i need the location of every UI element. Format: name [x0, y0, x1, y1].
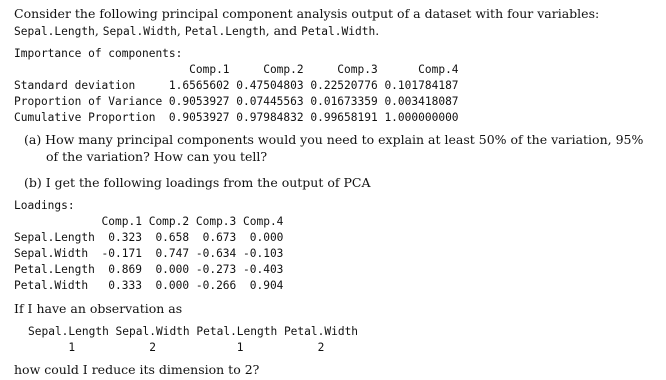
intro-separator: ,	[94, 23, 103, 38]
observation-header-row: Sepal.Length Sepal.Width Petal.Length Petal.Width	[28, 325, 359, 338]
closing-question: how could I reduce its dimension to 2?	[14, 362, 260, 377]
loadings-row-petal-width: Petal.Width 0.333 0.000 -0.266 0.904	[14, 279, 284, 292]
intro-text: Consider the following principal component analysis output of a dataset with four variables:	[14, 6, 600, 21]
observation-intro: If I have an observation as	[14, 301, 183, 316]
importance-row-sd: Standard deviation 1.6565602 0.47504803 0.22520776 0.101784187	[14, 79, 459, 92]
problem-intro	[14, 5, 654, 40]
importance-heading: Importance of components:	[14, 47, 183, 60]
intro-end: .	[375, 23, 380, 38]
loadings-row-sepal-length: Sepal.Length 0.323 0.658 0.673 0.000	[14, 231, 284, 244]
intro-separator: ,	[176, 23, 185, 38]
loadings-heading: Loadings:	[14, 199, 75, 212]
observation-values-row: 1 2 1 2	[28, 341, 325, 354]
intro-separator: , and	[265, 23, 302, 38]
variable-name: Petal.Width	[301, 25, 376, 38]
question-b: (b) I get the following loadings from the output of PCA	[24, 175, 371, 190]
variable-name: Sepal.Length	[14, 25, 95, 38]
loadings-header-row: Comp.1 Comp.2 Comp.3 Comp.4	[14, 215, 284, 228]
importance-row-cumulative: Cumulative Proportion 0.9053927 0.97984832 0.99658191 1.000000000	[14, 111, 459, 124]
variable-name: Sepal.Width	[102, 25, 177, 38]
variable-name: Petal.Length	[184, 25, 266, 38]
loadings-row-petal-length: Petal.Length 0.869 0.000 -0.273 -0.403	[14, 263, 284, 276]
question-a	[24, 131, 649, 165]
importance-header-row: Comp.1 Comp.2 Comp.3 Comp.4	[14, 63, 459, 76]
question-a-text: (a) How many principal components would you need to explain at least 50% of the variation, 95% of the variation? How can you tell?	[24, 132, 644, 164]
importance-row-proportion: Proportion of Variance 0.9053927 0.07445563 0.01673359 0.003418087	[14, 95, 459, 108]
loadings-row-sepal-width: Sepal.Width -0.171 0.747 -0.634 -0.103	[14, 247, 284, 260]
